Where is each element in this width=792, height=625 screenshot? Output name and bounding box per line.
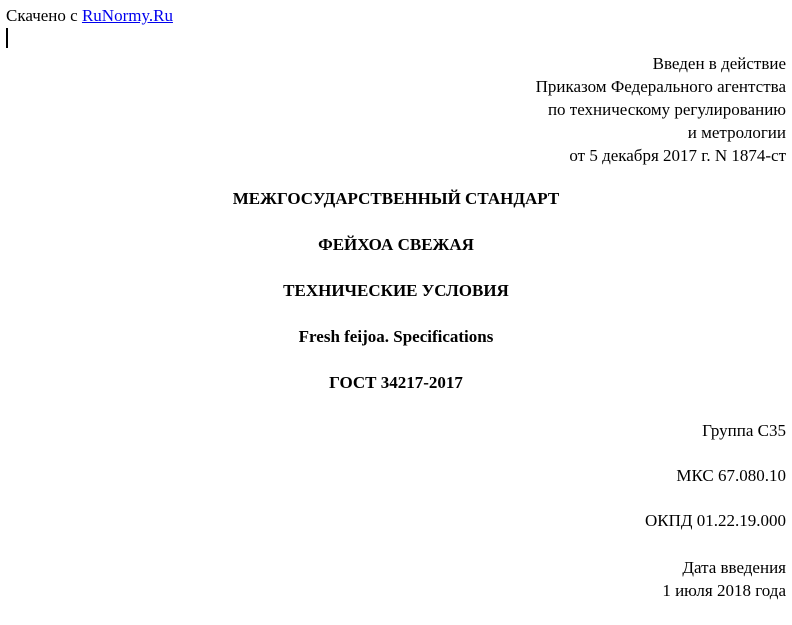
source-prefix: Скачено с [6,6,82,25]
source-line [6,6,173,26]
enactment-block [536,52,786,167]
group-code: Группа С35 [702,421,786,440]
source-link[interactable]: RuNormy.Ru [81,6,173,25]
standard-title-en: Fresh feijoa. Specifications [298,327,494,346]
effective-date-value: 1 июля 2018 года [662,581,786,600]
enactment-line: по техническому регулированию [547,100,786,119]
enactment-line: от 5 декабря 2017 г. N 1874-ст [569,146,786,165]
standard-title: ФЕЙХОА СВЕЖАЯ [318,235,474,254]
standard-subtitle: ТЕХНИЧЕСКИЕ УСЛОВИЯ [283,281,509,300]
standard-code: ГОСТ 34217-2017 [329,373,463,392]
okpd-code: ОКПД 01.22.19.000 [645,511,786,530]
enactment-line: Приказом Федерального агентства [535,77,786,96]
enactment-line: и метрологии [687,123,786,142]
effective-date-label: Дата введения [682,558,786,577]
enactment-line: Введен в действие [652,54,786,73]
mks-code: МКС 67.080.10 [676,466,786,485]
standard-type: МЕЖГОСУДАРСТВЕННЫЙ СТАНДАРТ [232,189,560,208]
text-cursor [6,28,8,48]
